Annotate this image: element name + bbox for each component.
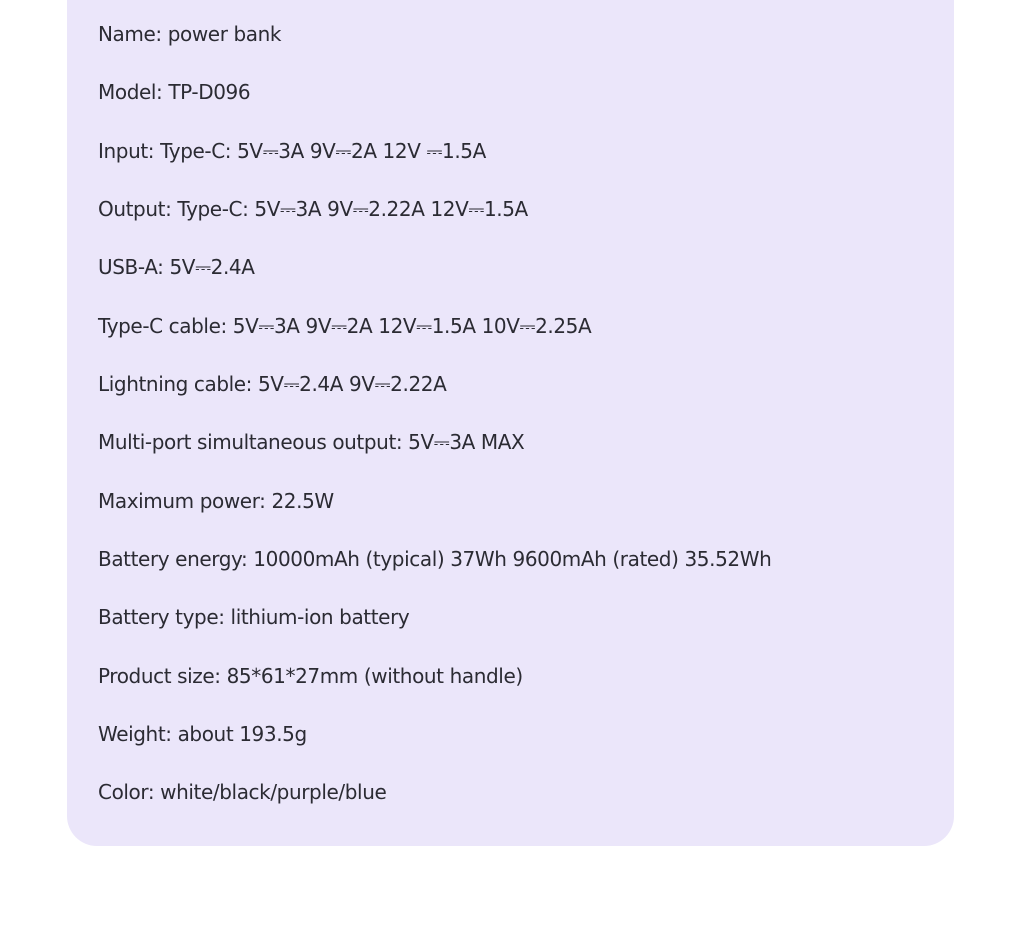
spec-usb-a: USB-A: 5V⎓2.4A xyxy=(98,255,255,279)
spec-input: Input: Type-C: 5V⎓3A 9V⎓2A 12V ⎓1.5A xyxy=(98,139,486,163)
spec-product-size: Product size: 85*61*27mm (without handle) xyxy=(98,664,523,688)
spec-lightning-cable: Lightning cable: 5V⎓2.4A 9V⎓2.22A xyxy=(98,372,447,396)
spec-multi-port-output: Multi-port simultaneous output: 5V⎓3A MAX xyxy=(98,430,525,454)
spec-type-c-cable: Type-C cable: 5V⎓3A 9V⎓2A 12V⎓1.5A 10V⎓2.25A xyxy=(98,314,592,338)
spec-name: Name: power bank xyxy=(98,22,282,46)
spec-maximum-power: Maximum power: 22.5W xyxy=(98,489,334,513)
spec-model: Model: TP-D096 xyxy=(98,80,251,104)
spec-battery-energy: Battery energy: 10000mAh (typical) 37Wh 9600mAh (rated) 35.52Wh xyxy=(98,547,772,571)
spec-color: Color: white/black/purple/blue xyxy=(98,780,387,804)
spec-output: Output: Type-C: 5V⎓3A 9V⎓2.22A 12V⎓1.5A xyxy=(98,197,528,221)
spec-battery-type: Battery type: lithium-ion battery xyxy=(98,605,410,629)
spec-weight: Weight: about 193.5g xyxy=(98,722,307,746)
